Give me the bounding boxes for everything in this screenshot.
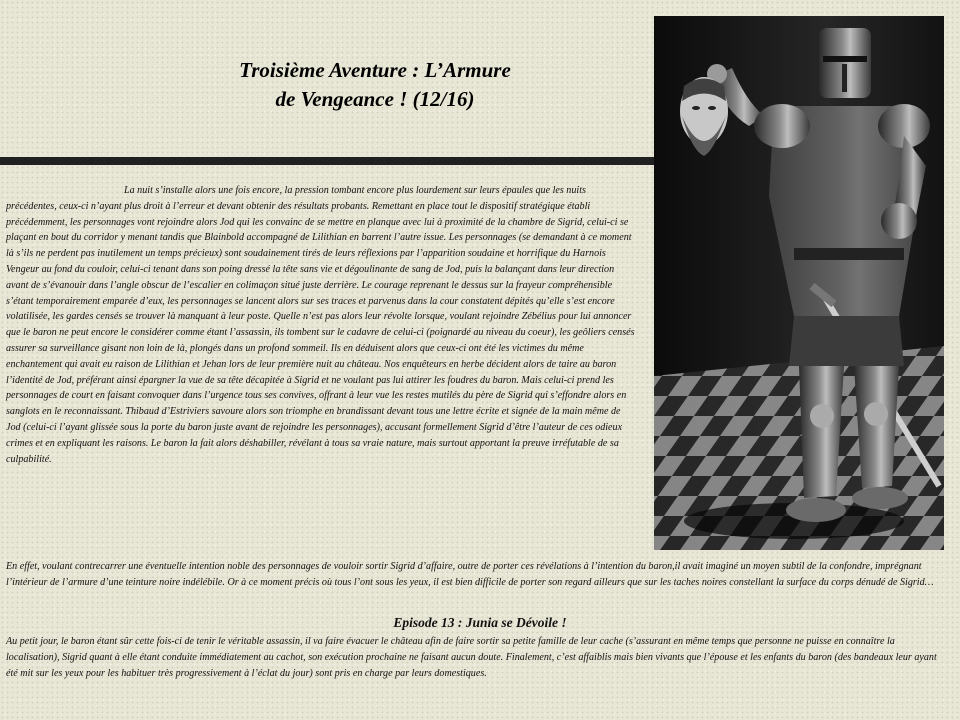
paragraph-2: En effet, voulant contrecarrer une éventuelle intention noble des personnages de vouloir sortir Sigrid d’affaire, outre de porter ces révélations à l’intention du baron,il avait imaginé un moyen subtil de la confondre, imprégnant l’intérieur de l’armure d’une teinture noire indélébile. Or à ce moment précis où tous l’ont sous les yeux, il est bien difficile de porter son regard ailleurs que sur les taches noires constellant la surface du corps dénudé de Sigrid… [6, 561, 934, 588]
paragraph-3: Au petit jour, le baron étant sûr cette fois-ci de tenir le véritable assassin, il va faire évacuer le château afin de faire sortir sa petite famille de leur cache (s’assurant en même temps que personne ne puisse en connaître la localisation), Sigrid quant à elle étant conduite immédiatement au cachot, son exécution prochaine ne faisant aucun doute. Finalement, c’est affaiblis mais bien vivants que l’épouse et les enfants du baron (des bandeaux leur ayant été mit sur les yeux pour les habituer très progressivement à l’éclat du jour) sont pris en charge par leurs domestiques. [6, 636, 937, 679]
knight-armor-icon [654, 16, 944, 550]
title-line-2: de Vengeance ! (12/16) [275, 87, 475, 111]
paragraph-1: La nuit s’installe alors une fois encore, la pression tombant encore plus lourdement sur leurs épaules que les nuits précédentes, ceux-ci n’ayant plus droit à l’erreur et devant obtenir des résultats probants. Remettant en place tout le dispositif stratégique établi précédemment, les personnages vont rejoindre alors Jod qui les convainc de se mettre en planque avec lui à proximité de la chambre de Sigrid, celui-ci se plaçant en bout du corridor y menant tandis que Blainbold accompagné de Lilithian en barrent l’autre issue. Les personnages (se demandant à ce moment là s’ils ne perdent pas inutilement un temps précieux) sont soudainement tirés de leurs réflexions par l’apparition soudaine et horrifique du Harnois Vengeur au fond du couloir, celui-ci tenant dans son poing dressé la tête sans vie et dégoulinante de sang de Jod, puis la balançant dans leur direction avant de s’évanouir dans l’angle obscur de l’escalier en colimaçon situé juste derrière. Le courage reprenant le dessus sur la frayeur compréhensible s’étant temporairement emparée d’eux, les personnages se lancent alors sur ses traces et parvenus dans la cour constatent dépités qu’elle s’est encore volatilisée, les gardes censés se trouver là manquant à leur poste. Quelle n’est pas alors leur révolte lorsque, voulant rejoindre Zébélius pour lui annoncer que le baron ne peut encore le considérer comme étant l’assassin, ils tombent sur le cadavre de celui-ci (poignardé au niveau du coeur), les geôliers censés assurer sa surveillance gisant non loin de là, plongés dans un profond sommeil. Ils en déduisent alors que ceux-ci ont été les victimes du même enchantement qui avait eu raison de Lilithian et Jehan lors de leur première nuit au château. Nos enquêteurs en herbe décident alors de taire au baron l’identité de Jod, préférant ainsi épargner la vue de sa tête décapitée à Sigrid et ne voulant pas lui attirer les foudres du baron. Mais celui-ci prend les personnages de court en faisant convoquer dans l’urgence tous ses convives, offrant à leur vue les restes mutilés du père de Sigrid qui s’effondre alors en sanglots en le reconnaissant. Thibaud d’Estriviers savoure alors son triomphe en brandissant devant tous une lettre écrite et signée de la main même de Jod (celui-ci l’ayant glissée sous la porte du baron juste avant de rejoindre les personnages), accusant formellement Sigrid d’être l’auteur de ces odieux crimes et en expliquant les raisons. Le baron la fait alors déshabiller, révélant à tous sa vraie nature, mais surtout apportant la preuve irréfutable de sa culpabilité. [6, 185, 635, 465]
page-title [150, 56, 600, 114]
episode-heading: Episode 13 : Junia se Dévoile ! [393, 615, 567, 630]
title-line-1: Troisième Aventure : L’Armure [239, 58, 511, 82]
horizontal-rule [0, 157, 672, 165]
knight-illustration [654, 16, 944, 550]
